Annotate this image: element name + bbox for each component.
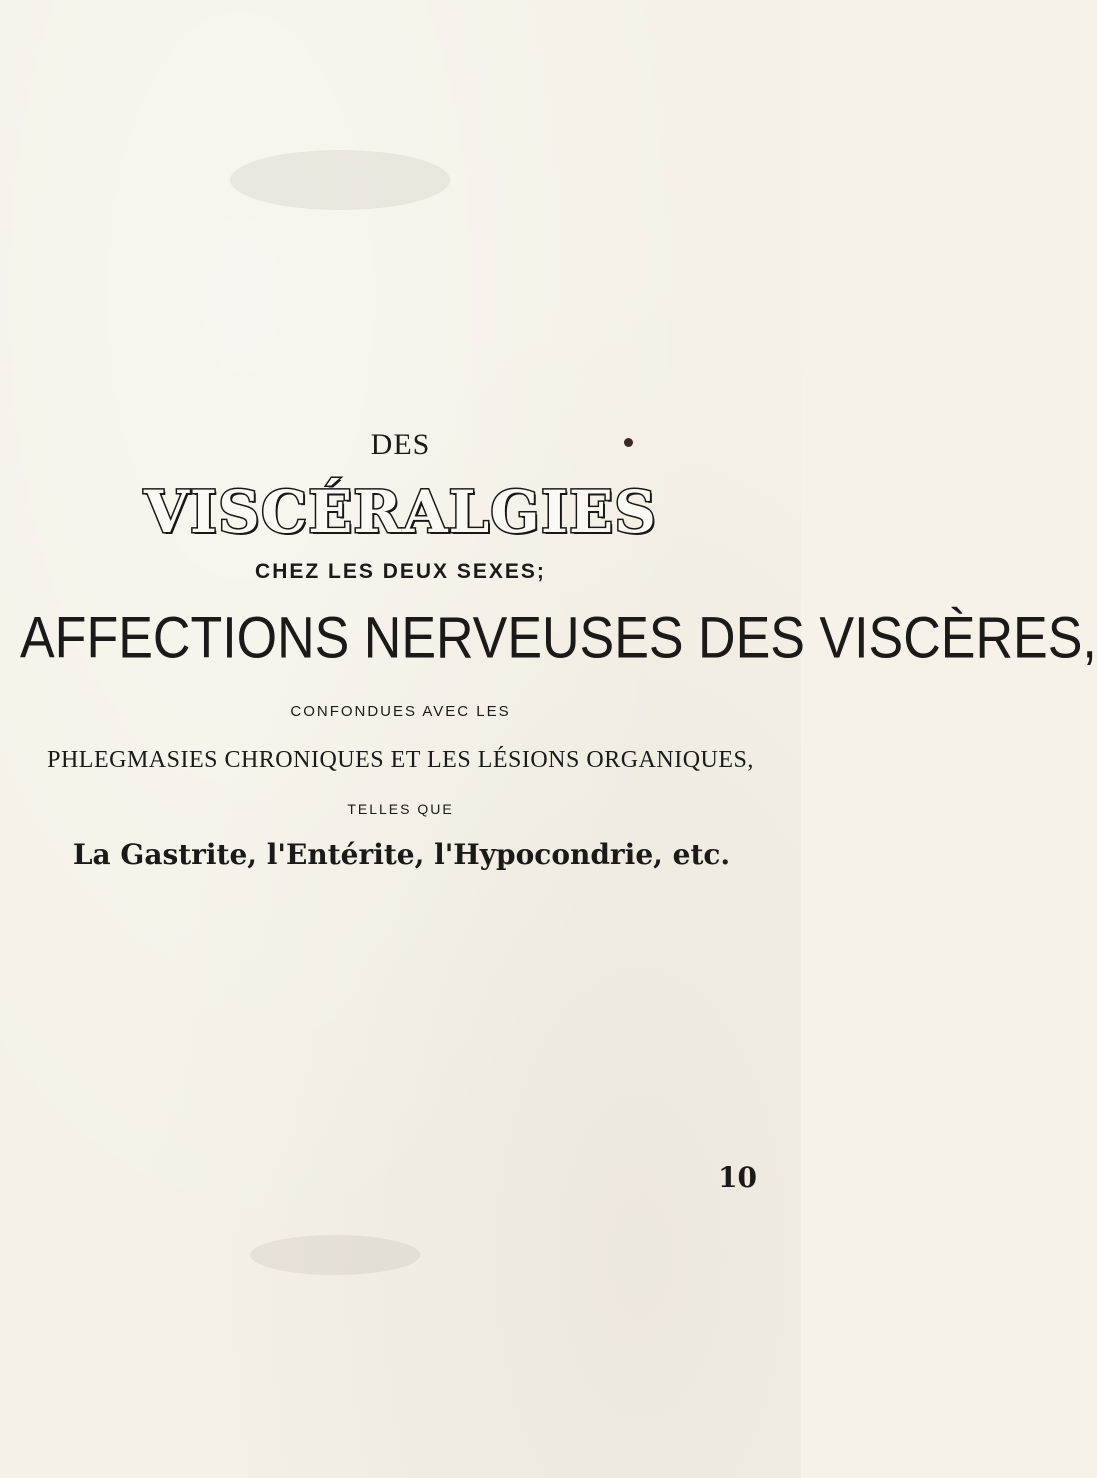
paper-stain	[250, 1235, 420, 1275]
subtitle-telles: TELLES QUE	[347, 801, 454, 817]
ornament-dot-icon	[624, 438, 633, 447]
subtitle-affections: AFFECTIONS NERVEUSES DES VISCÈRES,	[20, 606, 1097, 672]
paper-stain	[230, 150, 450, 210]
main-title: VISCÉRALGIES	[143, 478, 658, 546]
subtitle-maladies: La Gastrite, l'Entérite, l'Hypocondrie, etc.	[72, 838, 731, 871]
title-preposition: DES	[370, 428, 431, 461]
subtitle-sexes: CHEZ LES DEUX SEXES;	[255, 560, 546, 583]
subtitle-confondues: CONFONDUES AVEC LES	[290, 703, 511, 720]
subtitle-phlegmasies: PHLEGMASIES CHRONIQUES ET LES LÉSIONS ORGANIQUES,	[47, 747, 754, 773]
page-number: 10	[718, 1161, 757, 1194]
